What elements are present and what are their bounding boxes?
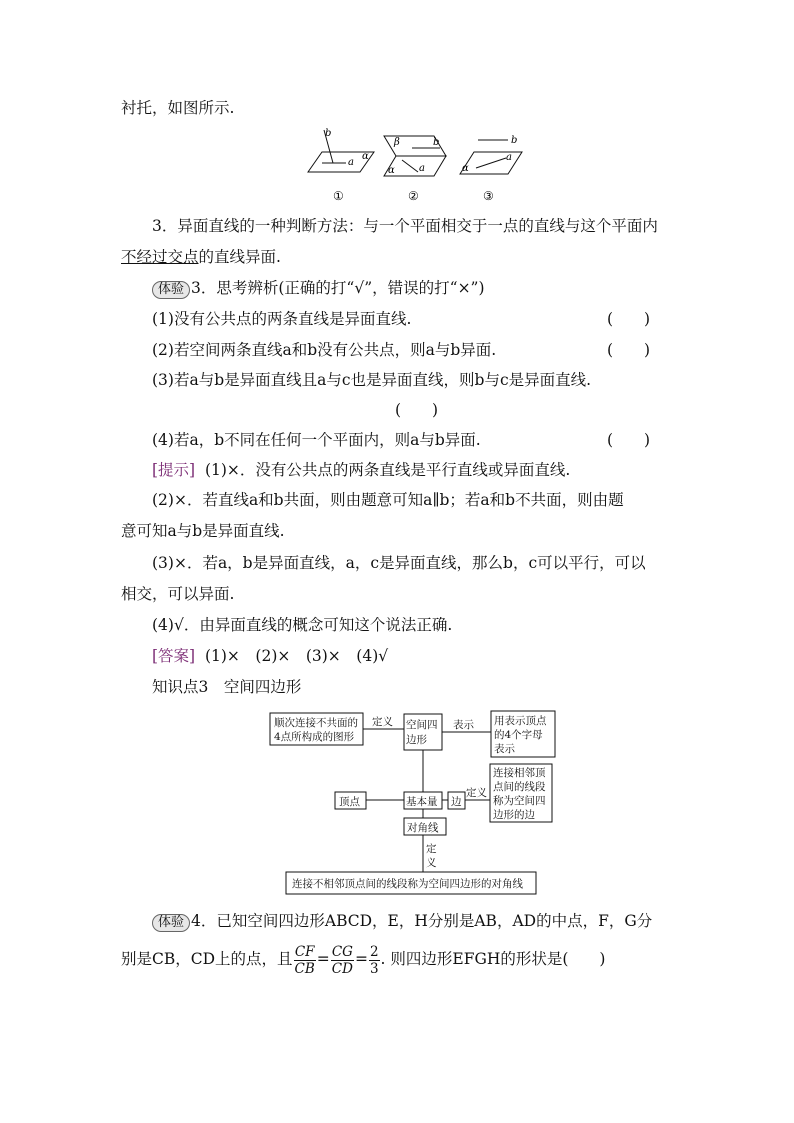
- exp3-blank-2: ( ): [607, 341, 651, 359]
- exp4-text-2a: 别是CB，CD上的点，且: [121, 950, 293, 968]
- diag-def-label-1: 定: [426, 843, 437, 855]
- method-line2: [121, 247, 281, 267]
- knowledge3-title: 知识点3 空间四边形: [152, 678, 302, 696]
- repr-box-line2: 的4个字母: [494, 729, 543, 741]
- frac3-den: 3: [369, 960, 379, 977]
- exp3-blank-3: ( ): [395, 401, 439, 419]
- figures-row: [300, 126, 540, 204]
- basic-box: 基本量: [406, 796, 438, 808]
- hint-line4: (3)×．若a，b是异面直线，a，c是异面直线，那么b，c可以平行，可以: [152, 554, 646, 572]
- exp3-prompt: 3．思考辨析(正确的打“√”，错误的打“×”): [191, 279, 485, 297]
- fraction-cg-cd: [331, 944, 354, 977]
- frac2-num: CG: [331, 943, 353, 960]
- intro-line: 衬托，如图所示.: [121, 99, 235, 117]
- frac3-num: 2: [369, 943, 379, 960]
- fig3-line-a: a: [506, 152, 512, 163]
- concept-diagram: [260, 706, 560, 900]
- equals-2: =: [354, 950, 368, 968]
- exp3-blank-4: ( ): [607, 431, 651, 449]
- exp3-badge: 体验: [152, 281, 190, 299]
- exp3-item-2: (2)若空间两条直线a和b没有公共点，则a与b异面.: [152, 341, 497, 359]
- hint-line5: 相交，可以异面.: [121, 585, 235, 603]
- exp3-item-3: (3)若a与b是异面直线且a与c也是异面直线，则b与c是异面直线.: [152, 371, 592, 389]
- method-underlined: 不经过交点: [121, 248, 199, 266]
- edge-def-line1: 连接相邻顶: [493, 767, 546, 779]
- exp3-item-1: (1)没有公共点的两条直线是异面直线.: [152, 310, 412, 328]
- exp4-text-1: 4．已知空间四边形ABCD，E，H分别是AB，AD的中点，F，G分: [191, 912, 653, 930]
- fig3-caption: ③: [483, 189, 494, 203]
- diag-box: 对角线: [407, 822, 439, 834]
- method-line2-rest: 的直线异面.: [198, 248, 281, 266]
- fraction-two-thirds: [369, 944, 380, 977]
- fig2-line-b: b: [433, 137, 440, 148]
- exp4-line1: [152, 911, 652, 932]
- fig2-alpha: α: [388, 165, 395, 176]
- edge-def-line3: 称为空间四: [493, 795, 546, 807]
- hint-text-1: (1)×．没有公共点的两条直线是平行直线或异面直线.: [204, 461, 571, 479]
- diag-def-box: 连接不相邻顶点间的线段称为空间四边形的对角线: [292, 878, 523, 890]
- edge-def-line2: 点间的线段: [493, 781, 546, 793]
- fig1-line-a: a: [348, 157, 354, 168]
- equals-1: =: [316, 950, 330, 968]
- def-box-line2: 4点所构成的图形: [274, 731, 355, 743]
- exp4-line2: [121, 942, 605, 977]
- hint-line1: [152, 460, 570, 480]
- fig3-line-b: b: [511, 135, 518, 146]
- fig2-beta: β: [394, 137, 400, 148]
- edge-def-label: 定义: [466, 787, 487, 799]
- repr-label: 表示: [453, 719, 474, 731]
- hint-line2: (2)×．若直线a和b共面，则由题意可知a∥b；若a和b不共面，则由题: [152, 491, 624, 509]
- fig2-line-a: a: [419, 163, 425, 174]
- answer-line: [152, 646, 388, 666]
- fraction-cf-cb: [294, 944, 316, 977]
- hint-label: [提示]: [152, 461, 196, 479]
- fig1-caption: ①: [333, 189, 344, 203]
- def-box-line1: 顺次连接不共面的: [274, 717, 358, 729]
- answer-label: [答案]: [152, 647, 196, 665]
- diag-def-label-2: 义: [426, 857, 437, 869]
- vertex-box: 顶点: [339, 796, 360, 808]
- hint-line3: 意可知a与b是异面直线.: [121, 522, 285, 540]
- exp3-blank-1: ( ): [607, 310, 651, 328]
- def-label: 定义: [372, 716, 393, 728]
- frac1-num: CF: [294, 943, 315, 960]
- frac2-den: CD: [331, 960, 353, 977]
- fig1-line-b: b: [325, 128, 332, 139]
- exp3-item-4: (4)若a，b不同在任何一个平面内，则a与b异面.: [152, 431, 481, 449]
- frac1-den: CB: [294, 960, 315, 977]
- hint-line6: (4)√．由异面直线的概念可知这个说法正确.: [152, 616, 453, 634]
- repr-box-line3: 表示: [494, 743, 515, 755]
- method-line1: 3．异面直线的一种判断方法：与一个平面相交于一点的直线与这个平面内: [152, 217, 658, 235]
- center-line1: 空间四: [406, 719, 438, 731]
- repr-box-line1: 用表示顶点: [494, 715, 547, 727]
- edge-def-line4: 边形的边: [493, 809, 535, 821]
- exp4-text-2b: . 则四边形EFGH的形状是( ): [380, 950, 606, 968]
- exp3-prompt-line: [152, 278, 485, 299]
- edge-box: 边: [451, 796, 462, 808]
- center-line2: 边形: [406, 734, 427, 746]
- answer-text: (1)× (2)× (3)× (4)√: [204, 647, 389, 665]
- exp4-badge: 体验: [152, 914, 190, 932]
- fig1-plane: α: [362, 151, 369, 162]
- fig2-caption: ②: [408, 189, 419, 203]
- fig3-plane: α: [462, 163, 469, 174]
